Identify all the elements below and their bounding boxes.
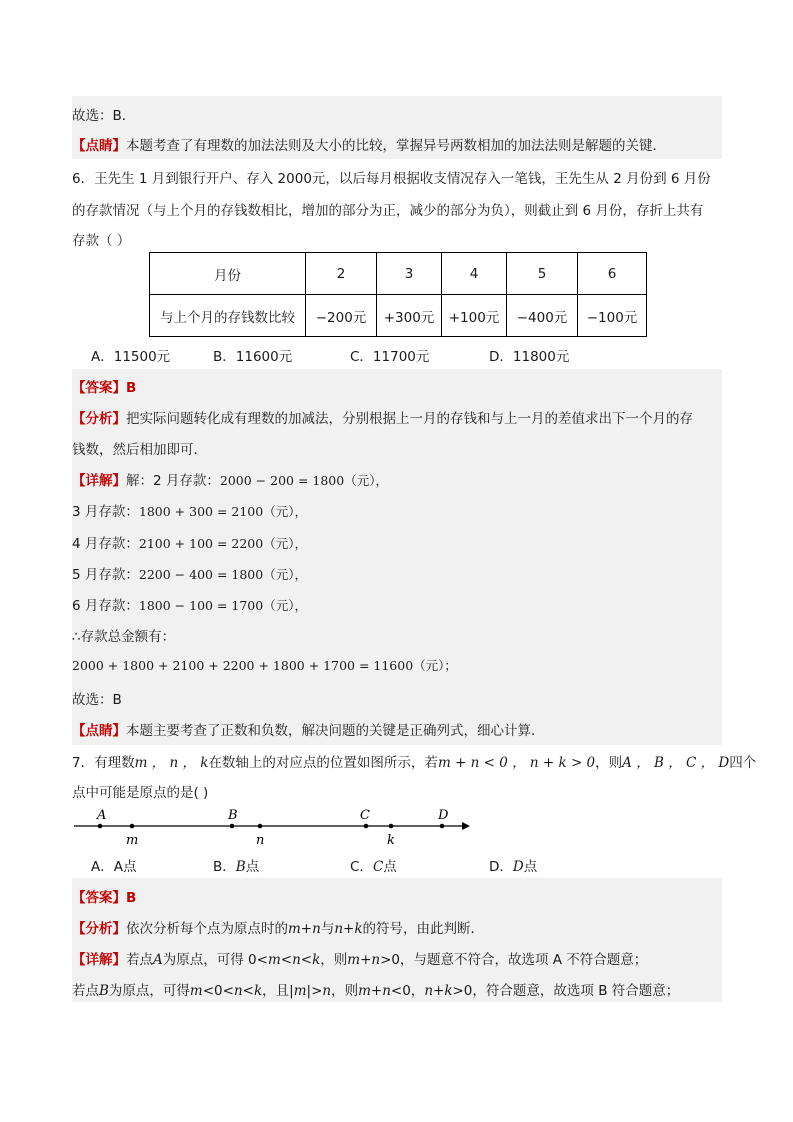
q6-month6 xyxy=(72,594,307,614)
q6-stem-line2: 的存款情况（与上个月的存钱数相比，增加的部分为正，减少的部分为负），则截止到 6 月份，存折上共有 xyxy=(72,203,704,219)
month-label: 3 月存款： xyxy=(72,504,139,520)
svg-text:D: D xyxy=(438,808,449,823)
detail-text: |> xyxy=(306,983,323,999)
table-cell: −200元 xyxy=(306,295,377,337)
month-equation: 2100 + 100 = 2200（元）， xyxy=(138,536,307,551)
q6-comment xyxy=(72,719,545,739)
point-d xyxy=(437,808,449,828)
q7-option-b[interactable] xyxy=(213,855,259,875)
detail-math: m xyxy=(189,983,203,999)
table-row xyxy=(150,253,647,295)
option-var: D xyxy=(512,859,524,875)
q6-detail-intro xyxy=(72,469,388,489)
detail-text: <0< xyxy=(202,983,234,999)
option-letter: D． xyxy=(489,859,513,875)
option-letter: C． xyxy=(350,859,373,875)
q6-month5 xyxy=(72,563,307,583)
q6-total-label: ∴存款总金额有： xyxy=(72,629,176,645)
table-cell: +300元 xyxy=(377,295,442,337)
q6-analysis-line1 xyxy=(72,407,693,427)
month-equation: 1800 + 300 = 2100（元）， xyxy=(138,504,307,519)
axis-arrow xyxy=(462,822,470,830)
detail-math: A xyxy=(153,952,163,968)
table-cell: 6 xyxy=(578,253,647,295)
stem-points: A ， B ， C ， D xyxy=(622,755,730,771)
q6-deposit-table xyxy=(149,252,647,337)
q7-stem-line1 xyxy=(72,751,756,771)
stem-vars: m ， n ， k xyxy=(134,755,209,771)
option-letter: A． xyxy=(91,859,114,875)
q5-choice: 故选：B． xyxy=(72,108,136,124)
table-cell: 5 xyxy=(507,253,578,295)
svg-text:C: C xyxy=(360,808,370,823)
option-suffix: 点 xyxy=(523,859,538,875)
detail-text: ，且| xyxy=(262,983,294,999)
analysis-tag: 【分析】 xyxy=(72,921,126,937)
q6-option-d[interactable]: D．11800元 xyxy=(489,349,570,365)
q6-stem-line3: 存款（ ） xyxy=(72,233,131,249)
analysis-tag: 【分析】 xyxy=(72,411,126,427)
option-var: A xyxy=(113,859,123,875)
stem-condition: m + n < 0 ， n + k > 0 xyxy=(437,755,596,771)
q6-analysis-line2: 钱数，然后相加即可． xyxy=(72,442,207,458)
table-cell: 2 xyxy=(306,253,377,295)
q6-answer xyxy=(72,376,136,396)
stem-text: ，则 xyxy=(595,755,623,771)
q6-option-b[interactable]: B．11600元 xyxy=(213,349,293,365)
detail-text: 若点 xyxy=(126,952,153,968)
analysis-text: 的符号，由此判断． xyxy=(362,921,484,937)
q6-option-a[interactable]: A．11500元 xyxy=(91,349,171,365)
detail-math: n+k xyxy=(424,983,453,999)
q7-detail-line1 xyxy=(72,948,647,968)
q7-number-line xyxy=(70,806,490,850)
detail-math: B xyxy=(99,983,109,999)
analysis-text: 与 xyxy=(320,921,335,937)
month-label: 6 月存款： xyxy=(72,598,139,614)
detail-text: <0， xyxy=(390,983,425,999)
stem-text: 7．有理数 xyxy=(72,755,135,771)
comment-tag: 【点睛】 xyxy=(72,138,126,154)
option-suffix: 点 xyxy=(245,859,260,875)
table-row xyxy=(150,295,647,337)
option-var: C xyxy=(372,859,384,875)
table-cell: 3 xyxy=(377,253,442,295)
option-var: B xyxy=(235,859,246,875)
point-m xyxy=(126,824,138,848)
analysis-text: 把实际问题转化成有理数的加减法，分别根据上一月的存钱和与上一月的差值求出下一个月的存 xyxy=(126,411,693,427)
answer-tag: 【答案】 xyxy=(72,380,126,396)
detail-tag: 【详解】 xyxy=(72,952,126,968)
detail-math: n<k xyxy=(233,983,263,999)
q6-option-c[interactable]: C．11700元 xyxy=(350,349,430,365)
q6-total-equation: 2000 + 1800 + 2100 + 2200 + 1800 + 1700 = 11600（元）； xyxy=(72,658,457,673)
svg-text:k: k xyxy=(387,833,395,848)
comment-text: 本题主要考查了正数和负数，解决问题的关键是正确列式，细心计算． xyxy=(126,723,545,739)
q5-comment xyxy=(72,134,666,154)
detail-text: >0，与题意不符合，故选项 A 不符合题意； xyxy=(380,952,648,968)
detail-math: m xyxy=(293,983,307,999)
point-k xyxy=(387,824,395,848)
answer-value: B xyxy=(126,890,137,906)
stem-text: 四个 xyxy=(729,755,757,771)
answer-value: B xyxy=(126,380,137,396)
detail-text: ，则 xyxy=(320,952,348,968)
point-n xyxy=(256,824,264,848)
option-suffix: 点 xyxy=(123,859,137,875)
svg-text:A: A xyxy=(97,808,107,823)
detail-tag: 【详解】 xyxy=(72,473,126,489)
q7-option-d[interactable] xyxy=(489,855,537,875)
month-equation: 1800 − 100 = 1700（元）， xyxy=(138,598,307,613)
detail-math: m<n<k xyxy=(267,952,321,968)
table-cell: 4 xyxy=(442,253,507,295)
q7-detail-line2 xyxy=(72,979,679,999)
stem-text: 在数轴上的对应点的位置如图所示，若 xyxy=(208,755,438,771)
q7-option-a[interactable] xyxy=(91,855,137,875)
analysis-text: 依次分析每个点为原点时的 xyxy=(126,921,288,937)
detail-equation: 2000 − 200 = 1800（元）， xyxy=(219,473,388,488)
analysis-math: m+n xyxy=(288,921,321,937)
detail-text: 若点 xyxy=(72,983,99,999)
analysis-math: n+k xyxy=(334,921,363,937)
month-equation: 2200 − 400 = 1800（元）， xyxy=(138,567,307,582)
q6-stem-line1: 6．王先生 1 月到银行开户、存入 2000元，以后每月根据收支情况存入一笔钱，王先生从 2 月份到 6 月份 xyxy=(72,171,711,187)
month-label: 5 月存款： xyxy=(72,567,139,583)
comment-tag: 【点睛】 xyxy=(72,723,126,739)
detail-text: ，则 xyxy=(331,983,359,999)
table-cell: −100元 xyxy=(578,295,647,337)
svg-text:n: n xyxy=(256,833,265,848)
point-c xyxy=(360,808,370,828)
q7-stem-line2: 点中可能是原点的是( ) xyxy=(72,785,209,801)
detail-math: n xyxy=(322,983,332,999)
q7-option-c[interactable] xyxy=(350,855,397,875)
month-label: 4 月存款： xyxy=(72,536,139,552)
point-a xyxy=(96,808,106,828)
point-b xyxy=(227,808,238,828)
q7-answer xyxy=(72,886,136,906)
svg-text:B: B xyxy=(228,808,238,823)
q6-month4 xyxy=(72,532,307,552)
detail-text: 为原点，可得 xyxy=(108,983,190,999)
svg-text:m: m xyxy=(126,833,139,848)
detail-text: 为原点，可得 0< xyxy=(162,952,268,968)
q6-choice: 故选：B xyxy=(72,692,122,708)
table-cell: −400元 xyxy=(507,295,578,337)
detail-math: m+n xyxy=(358,983,391,999)
table-cell: 与上个月的存钱数比较 xyxy=(150,295,306,337)
option-letter: B． xyxy=(213,859,236,875)
detail-math: m+n xyxy=(347,952,381,968)
detail-text: >0，符合题意，故选项 B 符合题意； xyxy=(452,983,680,999)
table-cell: +100元 xyxy=(442,295,507,337)
detail-text: 解：2 月存款： xyxy=(126,473,220,489)
table-cell: 月份 xyxy=(150,253,306,295)
option-suffix: 点 xyxy=(383,859,397,875)
q7-analysis xyxy=(72,917,484,937)
q6-month3 xyxy=(72,500,307,520)
answer-tag: 【答案】 xyxy=(72,890,126,906)
comment-text: 本题考查了有理数的加法法则及大小的比较，掌握异号两数相加的加法法则是解题的关键． xyxy=(126,138,666,154)
